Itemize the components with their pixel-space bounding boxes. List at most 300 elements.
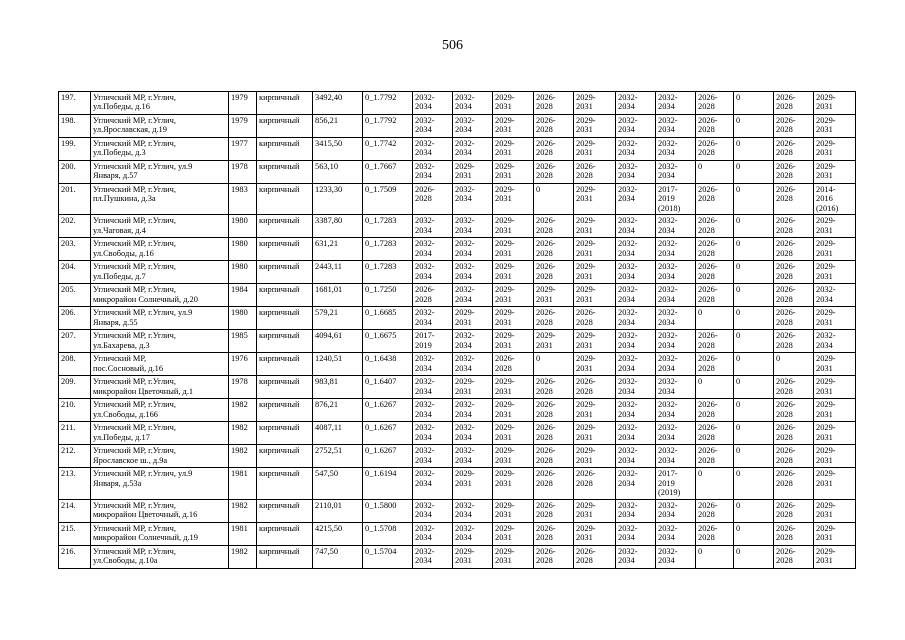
- period-cell: 2029- 2031: [534, 330, 574, 353]
- area-cell: 2752,51: [313, 445, 363, 468]
- period-cell: 2026- 2028: [696, 330, 734, 353]
- address-cell: Угличский МР, г.Углич, пл.Пушкина, д.3а: [91, 184, 229, 215]
- index-code-cell: 0_1.6675: [363, 330, 413, 353]
- period-cell: 0: [696, 161, 734, 184]
- period-cell: 2032- 2034: [413, 522, 453, 545]
- table-row: [59, 376, 856, 399]
- period-cell: 2029- 2031: [493, 545, 534, 568]
- period-cell: 2026- 2028: [534, 261, 574, 284]
- period-cell: 0: [734, 238, 774, 261]
- address-cell: Угличский МР, г.Углич, ул.Чаговая, д.4: [91, 215, 229, 238]
- wall-material-cell: кирпичный: [257, 284, 313, 307]
- address-cell: Угличский МР, г.Углич, Ярославское ш., д.9а: [91, 445, 229, 468]
- index-code-cell: 0_1.6194: [363, 468, 413, 499]
- period-cell: 2032- 2034: [453, 522, 493, 545]
- period-cell: 2026- 2028: [774, 330, 814, 353]
- period-cell: 2032- 2034: [453, 353, 493, 376]
- period-cell: 2026- 2028: [696, 284, 734, 307]
- period-cell: 2032- 2034: [656, 92, 696, 115]
- period-cell: 2032- 2034: [616, 399, 656, 422]
- period-cell: 2026- 2028: [774, 545, 814, 568]
- period-cell: 2026- 2028: [574, 545, 616, 568]
- period-cell: 2026- 2028: [574, 376, 616, 399]
- year-cell: 1980: [229, 307, 257, 330]
- period-cell: 0: [734, 261, 774, 284]
- index-code-cell: 0_1.5800: [363, 499, 413, 522]
- period-cell: 2029- 2031: [814, 92, 856, 115]
- period-cell: 2026- 2028: [774, 261, 814, 284]
- area-cell: 631,21: [313, 238, 363, 261]
- period-cell: 2032- 2034: [616, 353, 656, 376]
- period-cell: 2032- 2034: [453, 330, 493, 353]
- index-code-cell: 0_1.7792: [363, 115, 413, 138]
- table-row: [59, 261, 856, 284]
- area-cell: 876,21: [313, 399, 363, 422]
- year-cell: 1980: [229, 238, 257, 261]
- period-cell: 2026- 2028: [534, 445, 574, 468]
- period-cell: 2032- 2034: [616, 545, 656, 568]
- period-cell: 2032- 2034: [413, 545, 453, 568]
- period-cell: 2032- 2034: [616, 138, 656, 161]
- period-cell: 2026- 2028: [534, 238, 574, 261]
- period-cell: 2032- 2034: [656, 522, 696, 545]
- period-cell: 2032- 2034: [656, 330, 696, 353]
- period-cell: 0: [734, 284, 774, 307]
- index-code-cell: 0_1.7283: [363, 238, 413, 261]
- index-code-cell: 0_1.6438: [363, 353, 413, 376]
- period-cell: 0: [534, 353, 574, 376]
- period-cell: 0: [696, 545, 734, 568]
- period-cell: 2032- 2034: [453, 238, 493, 261]
- address-cell: Угличский МР, г.Углич, ул.Победы, д.16: [91, 92, 229, 115]
- period-cell: 2032- 2034: [413, 261, 453, 284]
- period-cell: 2032- 2034: [453, 138, 493, 161]
- period-cell: 2029- 2031: [574, 215, 616, 238]
- row-number-cell: 209.: [59, 376, 91, 399]
- period-cell: 2032- 2034: [453, 115, 493, 138]
- address-cell: Угличский МР, г.Углич, микрорайон Солнечный, д.20: [91, 284, 229, 307]
- page-number: 506: [442, 38, 463, 53]
- period-cell: 0: [734, 545, 774, 568]
- wall-material-cell: кирпичный: [257, 499, 313, 522]
- index-code-cell: 0_1.6685: [363, 307, 413, 330]
- period-cell: 0: [734, 138, 774, 161]
- period-cell: 2026- 2028: [774, 307, 814, 330]
- wall-material-cell: кирпичный: [257, 330, 313, 353]
- period-cell: 2029- 2031: [574, 499, 616, 522]
- year-cell: 1980: [229, 215, 257, 238]
- table-row: [59, 499, 856, 522]
- address-cell: Угличский МР, г.Углич, ул.9 Января, д.53а: [91, 468, 229, 499]
- period-cell: 2029- 2031: [453, 545, 493, 568]
- period-cell: 2026- 2028: [774, 376, 814, 399]
- period-cell: 2026- 2028: [774, 284, 814, 307]
- period-cell: 2029- 2031: [814, 445, 856, 468]
- period-cell: 0: [734, 499, 774, 522]
- period-cell: 0: [534, 184, 574, 215]
- period-cell: 2029- 2031: [814, 238, 856, 261]
- period-cell: 2026- 2028: [413, 184, 453, 215]
- period-cell: 2029- 2031: [814, 138, 856, 161]
- period-cell: 2032- 2034: [413, 422, 453, 445]
- period-cell: 2026- 2028: [696, 215, 734, 238]
- period-cell: 2017- 2019: [413, 330, 453, 353]
- address-cell: Угличский МР, пос.Сосновый, д.16: [91, 353, 229, 376]
- period-cell: 2029- 2031: [493, 92, 534, 115]
- period-cell: 2017- 2019 (2018): [656, 184, 696, 215]
- wall-material-cell: кирпичный: [257, 138, 313, 161]
- index-code-cell: 0_1.5704: [363, 545, 413, 568]
- period-cell: 2029- 2031: [574, 92, 616, 115]
- area-cell: 4215,50: [313, 522, 363, 545]
- period-cell: 2032- 2034: [413, 238, 453, 261]
- period-cell: 0: [734, 468, 774, 499]
- period-cell: 2032- 2034: [453, 92, 493, 115]
- wall-material-cell: кирпичный: [257, 115, 313, 138]
- period-cell: 2026- 2028: [774, 161, 814, 184]
- index-code-cell: 0_1.7742: [363, 138, 413, 161]
- period-cell: 2026- 2028: [493, 353, 534, 376]
- period-cell: 2032- 2034: [616, 422, 656, 445]
- row-number-cell: 214.: [59, 499, 91, 522]
- wall-material-cell: кирпичный: [257, 522, 313, 545]
- period-cell: 2032- 2034: [616, 376, 656, 399]
- period-cell: 2029- 2031: [453, 161, 493, 184]
- period-cell: 2032- 2034: [814, 330, 856, 353]
- period-cell: 2026- 2028: [774, 138, 814, 161]
- period-cell: 2032- 2034: [413, 376, 453, 399]
- housing-register-table: [58, 91, 856, 569]
- index-code-cell: 0_1.7283: [363, 215, 413, 238]
- period-cell: 2026- 2028: [696, 353, 734, 376]
- period-cell: 2026- 2028: [696, 399, 734, 422]
- year-cell: 1980: [229, 261, 257, 284]
- period-cell: 2029- 2031: [814, 261, 856, 284]
- row-number-cell: 204.: [59, 261, 91, 284]
- period-cell: 2032- 2034: [656, 284, 696, 307]
- period-cell: 2032- 2034: [413, 445, 453, 468]
- period-cell: 0: [734, 445, 774, 468]
- area-cell: 3415,50: [313, 138, 363, 161]
- year-cell: 1982: [229, 399, 257, 422]
- period-cell: 2026- 2028: [534, 545, 574, 568]
- period-cell: 2026- 2028: [696, 445, 734, 468]
- period-cell: 2026- 2028: [774, 422, 814, 445]
- period-cell: 2029- 2031: [534, 284, 574, 307]
- period-cell: 2032- 2034: [413, 161, 453, 184]
- period-cell: 2026- 2028: [534, 307, 574, 330]
- period-cell: 2026- 2028: [774, 238, 814, 261]
- period-cell: 2029- 2031: [453, 307, 493, 330]
- period-cell: 2032- 2034: [656, 215, 696, 238]
- period-cell: 2029- 2031: [574, 238, 616, 261]
- index-code-cell: 0_1.5708: [363, 522, 413, 545]
- period-cell: 2032- 2034: [616, 238, 656, 261]
- period-cell: 2026- 2028: [696, 499, 734, 522]
- row-number-cell: 207.: [59, 330, 91, 353]
- area-cell: 3492,40: [313, 92, 363, 115]
- table-row: [59, 468, 856, 499]
- period-cell: 2029- 2031: [814, 307, 856, 330]
- period-cell: 0: [734, 215, 774, 238]
- period-cell: 2029- 2031: [814, 353, 856, 376]
- period-cell: 2029- 2031: [574, 399, 616, 422]
- period-cell: 2026- 2028: [774, 445, 814, 468]
- period-cell: 2026- 2028: [574, 161, 616, 184]
- period-cell: 2026- 2028: [696, 138, 734, 161]
- table-row: [59, 238, 856, 261]
- area-cell: 579,21: [313, 307, 363, 330]
- period-cell: 2032- 2034: [616, 330, 656, 353]
- period-cell: 2026- 2028: [534, 522, 574, 545]
- period-cell: 2032- 2034: [616, 184, 656, 215]
- address-cell: Угличский МР, г.Углич, ул.Победы, д.7: [91, 261, 229, 284]
- period-cell: 2026- 2028: [774, 115, 814, 138]
- period-cell: 2029- 2031: [814, 468, 856, 499]
- row-number-cell: 205.: [59, 284, 91, 307]
- wall-material-cell: кирпичный: [257, 161, 313, 184]
- period-cell: 2032- 2034: [616, 499, 656, 522]
- row-number-cell: 203.: [59, 238, 91, 261]
- period-cell: 0: [734, 422, 774, 445]
- table-row: [59, 161, 856, 184]
- period-cell: 2032- 2034: [413, 399, 453, 422]
- period-cell: 2032- 2034: [453, 215, 493, 238]
- period-cell: 0: [734, 307, 774, 330]
- period-cell: 2026- 2028: [534, 215, 574, 238]
- period-cell: 2032- 2034: [616, 92, 656, 115]
- index-code-cell: 0_1.7509: [363, 184, 413, 215]
- index-code-cell: 0_1.7250: [363, 284, 413, 307]
- area-cell: 547,50: [313, 468, 363, 499]
- period-cell: 2029- 2031: [574, 445, 616, 468]
- period-cell: 2029- 2031: [574, 138, 616, 161]
- period-cell: 2032- 2034: [616, 284, 656, 307]
- period-cell: 2026- 2028: [574, 307, 616, 330]
- address-cell: Угличский МР, г.Углич, ул.9 Января, д.55: [91, 307, 229, 330]
- period-cell: 2026- 2028: [774, 215, 814, 238]
- table-row: [59, 138, 856, 161]
- area-cell: 1681,01: [313, 284, 363, 307]
- row-number-cell: 199.: [59, 138, 91, 161]
- address-cell: Угличский МР, г.Углич, ул.Бахарева, д.3: [91, 330, 229, 353]
- row-number-cell: 206.: [59, 307, 91, 330]
- table-row: [59, 545, 856, 568]
- period-cell: 2026- 2028: [534, 376, 574, 399]
- period-cell: 2026- 2028: [534, 468, 574, 499]
- address-cell: Угличский МР, г.Углич, ул.Свободы, д.10а: [91, 545, 229, 568]
- period-cell: 2026- 2028: [696, 238, 734, 261]
- area-cell: 747,50: [313, 545, 363, 568]
- period-cell: 2032- 2034: [656, 307, 696, 330]
- wall-material-cell: кирпичный: [257, 399, 313, 422]
- period-cell: 2029- 2031: [574, 284, 616, 307]
- row-number-cell: 210.: [59, 399, 91, 422]
- period-cell: 0: [696, 468, 734, 499]
- period-cell: 2026- 2028: [774, 499, 814, 522]
- period-cell: 2029- 2031: [814, 422, 856, 445]
- index-code-cell: 0_1.7283: [363, 261, 413, 284]
- period-cell: 2029- 2031: [574, 522, 616, 545]
- period-cell: 0: [696, 376, 734, 399]
- table-row: [59, 353, 856, 376]
- period-cell: 2029- 2031: [574, 115, 616, 138]
- year-cell: 1981: [229, 468, 257, 499]
- table-row: [59, 307, 856, 330]
- period-cell: 0: [734, 115, 774, 138]
- address-cell: Угличский МР, г.Углич, ул.Ярославская, д.19: [91, 115, 229, 138]
- table-row: [59, 284, 856, 307]
- row-number-cell: 202.: [59, 215, 91, 238]
- year-cell: 1982: [229, 445, 257, 468]
- period-cell: 2029- 2031: [453, 468, 493, 499]
- period-cell: 0: [696, 307, 734, 330]
- period-cell: 2026- 2028: [696, 422, 734, 445]
- index-code-cell: 0_1.6267: [363, 445, 413, 468]
- year-cell: 1977: [229, 138, 257, 161]
- period-cell: 2032- 2034: [453, 422, 493, 445]
- period-cell: 2026- 2028: [696, 115, 734, 138]
- period-cell: 2026- 2028: [534, 399, 574, 422]
- period-cell: 2032- 2034: [413, 499, 453, 522]
- period-cell: 2026- 2028: [696, 184, 734, 215]
- year-cell: 1978: [229, 161, 257, 184]
- wall-material-cell: кирпичный: [257, 261, 313, 284]
- period-cell: 2017- 2019 (2019): [656, 468, 696, 499]
- period-cell: 2029- 2031: [493, 376, 534, 399]
- row-number-cell: 216.: [59, 545, 91, 568]
- index-code-cell: 0_1.7792: [363, 92, 413, 115]
- period-cell: 2029- 2031: [814, 399, 856, 422]
- period-cell: 2032- 2034: [656, 422, 696, 445]
- period-cell: 2029- 2031: [493, 330, 534, 353]
- period-cell: 2032- 2034: [616, 161, 656, 184]
- period-cell: 2029- 2031: [493, 184, 534, 215]
- address-cell: Угличский МР, г.Углич, ул.Победы, д.3: [91, 138, 229, 161]
- address-cell: Угличский МР, г.Углич, микрорайон Солнечный, д.19: [91, 522, 229, 545]
- period-cell: 2026- 2028: [774, 92, 814, 115]
- period-cell: 2029- 2031: [493, 307, 534, 330]
- year-cell: 1979: [229, 92, 257, 115]
- index-code-cell: 0_1.6407: [363, 376, 413, 399]
- wall-material-cell: кирпичный: [257, 92, 313, 115]
- year-cell: 1982: [229, 499, 257, 522]
- period-cell: 0: [774, 353, 814, 376]
- period-cell: 2026- 2028: [534, 92, 574, 115]
- period-cell: 2032- 2034: [616, 261, 656, 284]
- area-cell: 2110,01: [313, 499, 363, 522]
- period-cell: 2032- 2034: [656, 261, 696, 284]
- area-cell: 983,81: [313, 376, 363, 399]
- period-cell: 2029- 2031: [493, 115, 534, 138]
- year-cell: 1985: [229, 330, 257, 353]
- address-cell: Угличский МР, г.Углич, ул.9 Января, д.57: [91, 161, 229, 184]
- period-cell: 2032- 2034: [656, 445, 696, 468]
- period-cell: 2026- 2028: [534, 499, 574, 522]
- period-cell: 2029- 2031: [493, 138, 534, 161]
- period-cell: 2032- 2034: [453, 184, 493, 215]
- wall-material-cell: кирпичный: [257, 445, 313, 468]
- row-number-cell: 201.: [59, 184, 91, 215]
- period-cell: 2032- 2034: [453, 445, 493, 468]
- period-cell: 2014- 2016 (2016): [814, 184, 856, 215]
- table-row: [59, 399, 856, 422]
- index-code-cell: 0_1.6267: [363, 422, 413, 445]
- period-cell: 2032- 2034: [616, 307, 656, 330]
- index-code-cell: 0_1.7667: [363, 161, 413, 184]
- period-cell: 2026- 2028: [534, 161, 574, 184]
- period-cell: 2032- 2034: [616, 445, 656, 468]
- wall-material-cell: кирпичный: [257, 215, 313, 238]
- area-cell: 563,10: [313, 161, 363, 184]
- year-cell: 1978: [229, 376, 257, 399]
- period-cell: 2032- 2034: [453, 499, 493, 522]
- period-cell: 2032- 2034: [453, 399, 493, 422]
- period-cell: 2026- 2028: [774, 184, 814, 215]
- area-cell: 856,21: [313, 115, 363, 138]
- period-cell: 2032- 2034: [413, 138, 453, 161]
- period-cell: 2029- 2031: [493, 522, 534, 545]
- period-cell: 2032- 2034: [616, 215, 656, 238]
- period-cell: 2026- 2028: [696, 92, 734, 115]
- period-cell: 0: [734, 330, 774, 353]
- period-cell: 2032- 2034: [453, 261, 493, 284]
- period-cell: 2026- 2028: [696, 522, 734, 545]
- period-cell: 2032- 2034: [656, 115, 696, 138]
- period-cell: 2029- 2031: [574, 261, 616, 284]
- period-cell: 2029- 2031: [814, 522, 856, 545]
- period-cell: 2026- 2028: [534, 115, 574, 138]
- period-cell: 2032- 2034: [656, 399, 696, 422]
- period-cell: 2029- 2031: [493, 445, 534, 468]
- year-cell: 1979: [229, 115, 257, 138]
- period-cell: 2029- 2031: [574, 353, 616, 376]
- row-number-cell: 212.: [59, 445, 91, 468]
- period-cell: 0: [734, 353, 774, 376]
- period-cell: 2032- 2034: [656, 161, 696, 184]
- period-cell: 2032- 2034: [656, 353, 696, 376]
- period-cell: 2029- 2031: [493, 215, 534, 238]
- address-cell: Угличский МР, г.Углич, микрорайон Цветочный, д.1: [91, 376, 229, 399]
- period-cell: 2032- 2034: [453, 284, 493, 307]
- wall-material-cell: кирпичный: [257, 468, 313, 499]
- period-cell: 2032- 2034: [616, 115, 656, 138]
- year-cell: 1976: [229, 353, 257, 376]
- period-cell: 2032- 2034: [656, 499, 696, 522]
- row-number-cell: 198.: [59, 115, 91, 138]
- period-cell: 2029- 2031: [814, 376, 856, 399]
- period-cell: 2029- 2031: [493, 284, 534, 307]
- row-number-cell: 211.: [59, 422, 91, 445]
- period-cell: 2029- 2031: [493, 261, 534, 284]
- period-cell: 2032- 2034: [413, 115, 453, 138]
- period-cell: 2026- 2028: [413, 284, 453, 307]
- period-cell: 0: [734, 399, 774, 422]
- period-cell: 2032- 2034: [413, 468, 453, 499]
- period-cell: 2032- 2034: [656, 545, 696, 568]
- address-cell: Угличский МР, г.Углич, ул.Свободы, д.166: [91, 399, 229, 422]
- year-cell: 1984: [229, 284, 257, 307]
- period-cell: 2029- 2031: [493, 499, 534, 522]
- period-cell: 2026- 2028: [696, 261, 734, 284]
- table-row: [59, 422, 856, 445]
- year-cell: 1982: [229, 422, 257, 445]
- period-cell: 0: [734, 522, 774, 545]
- period-cell: 2029- 2031: [574, 330, 616, 353]
- table-row: [59, 184, 856, 215]
- period-cell: 2029- 2031: [574, 184, 616, 215]
- period-cell: 2032- 2034: [413, 92, 453, 115]
